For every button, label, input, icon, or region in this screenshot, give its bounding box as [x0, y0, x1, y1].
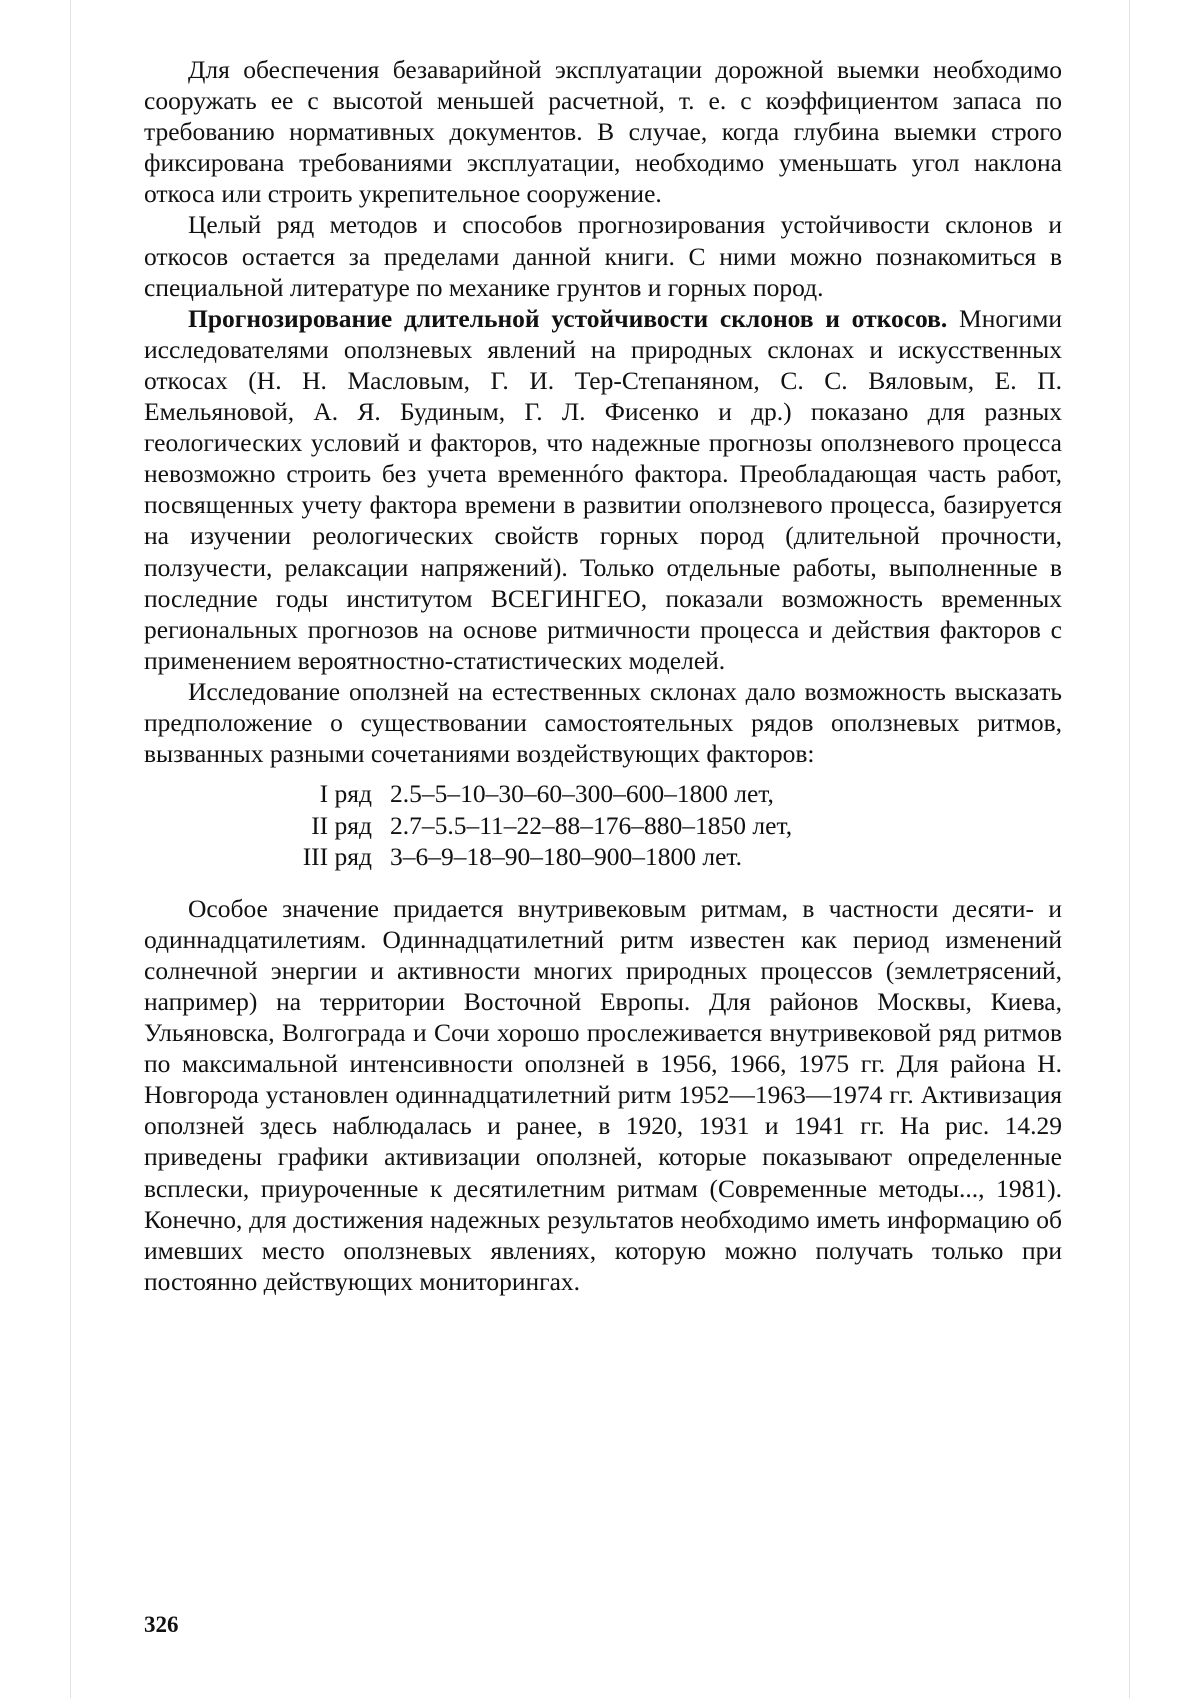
paragraph-intra-century-rhythms: Особое значение придается внутривековым ритмам, в частности десяти- и одиннадцатилетиям. Одиннадцатилетний ритм известен как период изменений солнечной энергии и активности многих природных процессов (землетрясений, например) на территории Восточной Европы. Для районов Москвы, Киева, Ульяновска, Волгограда и Сочи хорошо прослеживается внутривековой ряд ритмов по максимальной интенсивности оползней в 1956, 1966, 1975 гг. Для района Н. Новгорода установлен одиннадцатилетний ритм 1952—1963—1974 гг. Активизация оползней здесь наблюдалась и ранее, в 1920, 1931 и 1941 гг. На рис. 14.29 приведены графики активизации оползней, которые показывают определенные всплески, приуроченные к десятилетним ритмам (Современные методы..., 1981). Конечно, для достижения надежных результатов необходимо иметь информацию об имевших место оползневых явлениях, которую можно получать только при постоянно действующих мониторингах.: [144, 893, 1062, 1296]
series-values: 2.7–5.5–11–22–88–176–880–1850 лет,: [390, 810, 793, 840]
series-row: [294, 778, 1062, 810]
paragraph-methods: Целый ряд методов и способов прогнозирования устойчивости склонов и откосов остается за пределами данной книги. С ними можно познакомиться в специальной литературе по механике грунтов и горных пород.: [144, 210, 1062, 302]
series-name: I ряд: [319, 779, 372, 809]
paragraph-long-term-stability: [144, 303, 1062, 676]
section-heading: Прогнозирование длительной устойчивости склонов и откосов.: [188, 303, 948, 333]
series-values: 3–6–9–18–90–180–900–1800 лет.: [390, 842, 743, 872]
landslide-rhythm-series: [144, 778, 1062, 873]
paragraph-rhythms-intro: Исследование оползней на естественных склонах дало возможность высказать предположение о существовании самостоятельных рядов оползневых ритмов, вызванных разными сочетаниями воздействующих факторов:: [144, 676, 1062, 769]
main-text: [144, 54, 1062, 1297]
series-row: [294, 810, 1062, 842]
series-name: II ряд: [311, 810, 372, 840]
section-body: Многими исследователями оползневых явлений на природных склонах и искусственных откосах (Н. Н. Масловым, Г. И. Тер-Степаняном, С. С. Вяловым, Е. П. Емельяновой, А. Я. Будиным, Г. Л. Фисенко и др.) показано для разных геологических условий и факторов, что надежные прогнозы оползневого процесса невозможно строить без учета временнóго фактора. Преобладающая часть работ, посвященных учету фактора времени в развитии оползневого процесса, базируется на изучении реологических свойств горных пород (длительной прочности, ползучести, релаксации напряжений). Только отдельные работы, выполненные в последние годы институтом ВСЕГИНГЕО, показали возможность временных региональных прогнозов на основе ритмичности процесса и действия факторов с применением вероятностно-статистических моделей.: [144, 303, 1062, 675]
page-number: 326: [144, 1612, 179, 1637]
series-name: III ряд: [302, 842, 372, 872]
series-row: [294, 841, 1062, 873]
series-values: 2.5–5–10–30–60–300–600–1800 лет,: [390, 779, 774, 809]
paragraph-road-cut: Для обеспечения безаварийной эксплуатации дорожной выемки необходимо сооружать ее с высотой меньшей расчетной, т. е. с коэффициентом запаса по требованию нормативных документов. В случае, когда глубина выемки строго фиксирована требованиями эксплуатации, необходимо уменьшать угол наклона откоса или строить укрепительное сооружение.: [144, 55, 1062, 209]
